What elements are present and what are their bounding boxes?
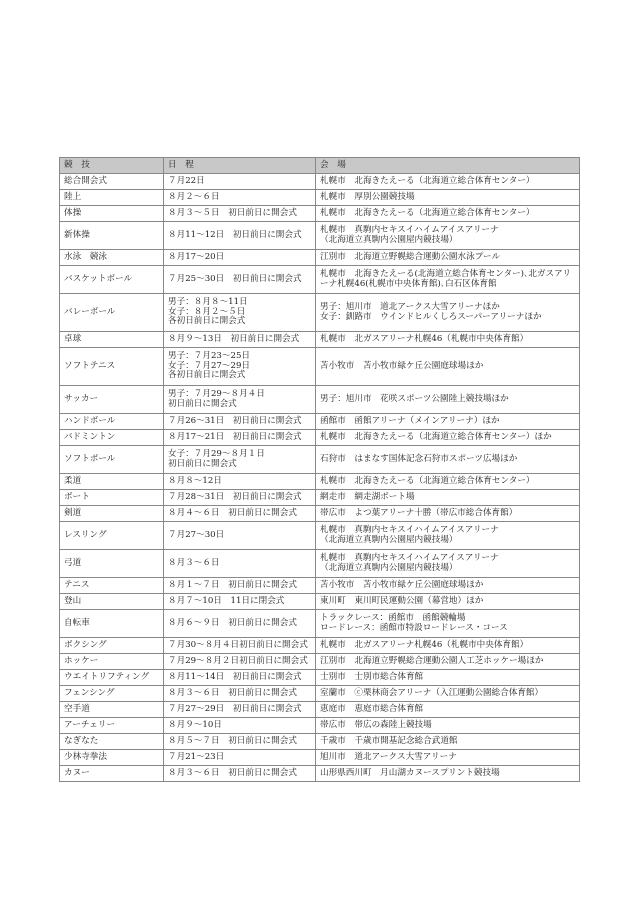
cell-sport: レスリング xyxy=(60,522,164,550)
header-sport: 競 技 xyxy=(60,158,164,174)
cell-schedule: ８月３～５日 初日前日に開会式 xyxy=(164,206,316,222)
cell-sport: 新体操 xyxy=(60,222,164,250)
table-row xyxy=(60,430,580,446)
cell-schedule: ８月11～14日 初日前日に開会式 xyxy=(164,670,316,686)
table-row xyxy=(60,654,580,670)
cell-venue: 札幌市 北海きたえーる(北海道立総合体育センター)､北ガスアリーナ札幌46(札幌市中央体育館)､白石区体育館 xyxy=(316,266,580,294)
cell-venue: 旭川市 道北アークス大雪アリーナ xyxy=(316,750,580,766)
cell-venue: 帯広市 帯広の森陸上競技場 xyxy=(316,718,580,734)
table-row xyxy=(60,386,580,414)
cell-venue: 函館市 函館アリーナ（メインアリーナ）ほか xyxy=(316,414,580,430)
table-row xyxy=(60,348,580,386)
cell-schedule: ７月27～30日 xyxy=(164,522,316,550)
table-row xyxy=(60,266,580,294)
cell-venue: 札幌市 真駒内セキスイハイムアイスアリーナ （北海道立真駒内公園屋内競技場） xyxy=(316,522,580,550)
cell-sport: 卓球 xyxy=(60,332,164,348)
cell-venue: 苫小牧市 苫小牧市緑ケ丘公園庭球場ほか xyxy=(316,578,580,594)
cell-sport: なぎなた xyxy=(60,734,164,750)
cell-sport: バスケットボール xyxy=(60,266,164,294)
cell-venue: 男子：旭川市 花咲スポーツ公園陸上競技場ほか xyxy=(316,386,580,414)
cell-sport: ソフトボール xyxy=(60,446,164,474)
table-row xyxy=(60,766,580,782)
cell-venue: 恵庭市 恵庭市総合体育館 xyxy=(316,702,580,718)
cell-schedule: ８月９～13日 初日前日に開会式 xyxy=(164,332,316,348)
header-venue: 会 場 xyxy=(316,158,580,174)
table-row xyxy=(60,250,580,266)
cell-schedule: ７月29～８月２日初日前日に開会式 xyxy=(164,654,316,670)
table-row xyxy=(60,686,580,702)
cell-venue: 士別市 士別市総合体育館 xyxy=(316,670,580,686)
table-row xyxy=(60,702,580,718)
header-schedule: 日 程 xyxy=(164,158,316,174)
cell-sport: 弓道 xyxy=(60,550,164,578)
cell-sport: ハンドボール xyxy=(60,414,164,430)
cell-venue: 石狩市 はまなす国体記念石狩市スポーツ広場ほか xyxy=(316,446,580,474)
cell-schedule: ７月25～30日 初日前日に開会式 xyxy=(164,266,316,294)
cell-venue: 札幌市 北海きたえーる（北海道立総合体育センター） xyxy=(316,474,580,490)
cell-sport: 水泳 競泳 xyxy=(60,250,164,266)
table-row xyxy=(60,414,580,430)
cell-schedule: ７月27～29日 初日前日に開会式 xyxy=(164,702,316,718)
cell-sport: 総合開会式 xyxy=(60,174,164,190)
cell-sport: 自転車 xyxy=(60,610,164,638)
cell-schedule: ８月８～12日 xyxy=(164,474,316,490)
table-row xyxy=(60,206,580,222)
cell-sport: ホッケー xyxy=(60,654,164,670)
cell-schedule: ８月３～６日 xyxy=(164,550,316,578)
cell-schedule: ７月21～23日 xyxy=(164,750,316,766)
table-row xyxy=(60,490,580,506)
cell-schedule: 男子：７月23～25日 女子：７月27～29日 各初日前日に開会式 xyxy=(164,348,316,386)
table-row xyxy=(60,446,580,474)
table-row xyxy=(60,750,580,766)
cell-sport: 空手道 xyxy=(60,702,164,718)
cell-venue: 江別市 北海道立野幌総合運動公園人工芝ホッケー場ほか xyxy=(316,654,580,670)
cell-schedule: ８月５～７日 初日前日に開会式 xyxy=(164,734,316,750)
cell-venue: 札幌市 北ガスアリーナ札幌46（札幌市中央体育館） xyxy=(316,638,580,654)
cell-venue: 札幌市 厚別公園競技場 xyxy=(316,190,580,206)
table-row xyxy=(60,474,580,490)
cell-sport: 柔道 xyxy=(60,474,164,490)
table-row xyxy=(60,670,580,686)
cell-sport: ボート xyxy=(60,490,164,506)
cell-sport: バドミントン xyxy=(60,430,164,446)
cell-venue: 男子：旭川市 道北アークス大雪アリーナほか 女子：釧路市 ウインドヒルくしろスーパーアリーナほか xyxy=(316,294,580,332)
cell-venue: 帯広市 よつ葉アリーナ十勝（帯広市総合体育館） xyxy=(316,506,580,522)
cell-sport: 剣道 xyxy=(60,506,164,522)
cell-sport: バレーボール xyxy=(60,294,164,332)
cell-schedule: ８月17～20日 xyxy=(164,250,316,266)
cell-venue: 室蘭市 ⓒ栗林商会アリーナ（入江運動公園総合体育館） xyxy=(316,686,580,702)
table-row xyxy=(60,506,580,522)
cell-sport: ボクシング xyxy=(60,638,164,654)
cell-venue: 札幌市 真駒内セキスイハイムアイスアリーナ （北海道立真駒内公園屋内競技場） xyxy=(316,222,580,250)
cell-venue: 東川町 東川町民運動公園（幕営地）ほか xyxy=(316,594,580,610)
cell-schedule: 女子：７月29～８月１日 初日前日に開会式 xyxy=(164,446,316,474)
cell-sport: フェンシング xyxy=(60,686,164,702)
cell-sport: 登山 xyxy=(60,594,164,610)
cell-venue: 札幌市 北ガスアリーナ札幌46（札幌市中央体育館） xyxy=(316,332,580,348)
cell-schedule: ８月２～６日 xyxy=(164,190,316,206)
cell-venue: 札幌市 真駒内セキスイハイムアイスアリーナ （北海道立真駒内公園屋内競技場） xyxy=(316,550,580,578)
cell-schedule: 男子：７月29～８月４日 初日前日に開会式 xyxy=(164,386,316,414)
cell-schedule: ８月17～21日 初日前日に開会式 xyxy=(164,430,316,446)
cell-schedule: ８月６～９日 初日前日に開会式 xyxy=(164,610,316,638)
table-row xyxy=(60,522,580,550)
table-row xyxy=(60,332,580,348)
cell-schedule: ８月11～12日 初日前日に開会式 xyxy=(164,222,316,250)
cell-schedule: ８月３～６日 初日前日に開会式 xyxy=(164,686,316,702)
cell-venue: 網走市 網走湖ボート場 xyxy=(316,490,580,506)
table-row xyxy=(60,638,580,654)
table-row xyxy=(60,190,580,206)
cell-schedule: 男子：８月８～11日 女子：８月２～５日 各初日前日に開会式 xyxy=(164,294,316,332)
cell-venue: トラックレース：函館市 函館競輪場 ロードレース：函館市特設ロードレース・コース xyxy=(316,610,580,638)
cell-venue: 苫小牧市 苫小牧市緑ケ丘公園庭球場ほか xyxy=(316,348,580,386)
table-row xyxy=(60,610,580,638)
cell-venue: 江別市 北海道立野幌総合運動公園水泳プール xyxy=(316,250,580,266)
cell-venue: 札幌市 北海きたえーる（北海道立総合体育センター）ほか xyxy=(316,430,580,446)
table-row xyxy=(60,594,580,610)
cell-schedule: ８月７～10日 11日に閉会式 xyxy=(164,594,316,610)
table-row xyxy=(60,578,580,594)
cell-sport: アーチェリー xyxy=(60,718,164,734)
cell-schedule: ８月３～６日 初日前日に開会式 xyxy=(164,766,316,782)
cell-sport: 体操 xyxy=(60,206,164,222)
table-row xyxy=(60,294,580,332)
table-row xyxy=(60,718,580,734)
cell-sport: ソフトテニス xyxy=(60,348,164,386)
cell-schedule: ７月22日 xyxy=(164,174,316,190)
cell-venue: 札幌市 北海きたえーる（北海道立総合体育センター） xyxy=(316,174,580,190)
table-row xyxy=(60,734,580,750)
cell-sport: サッカー xyxy=(60,386,164,414)
cell-sport: 陸上 xyxy=(60,190,164,206)
cell-schedule: ７月30～８月４日初日前日に開会式 xyxy=(164,638,316,654)
cell-schedule: ７月28～31日 初日前日に開会式 xyxy=(164,490,316,506)
cell-venue: 山形県西川町 月山湖カヌースプリント競技場 xyxy=(316,766,580,782)
table-row xyxy=(60,174,580,190)
table-row xyxy=(60,550,580,578)
cell-venue: 札幌市 北海きたえーる（北海道立総合体育センター） xyxy=(316,206,580,222)
cell-sport: カヌー xyxy=(60,766,164,782)
schedule-table xyxy=(59,157,580,782)
cell-schedule: ８月１～７日 初日前日に開会式 xyxy=(164,578,316,594)
cell-venue: 千歳市 千歳市開基記念総合武道館 xyxy=(316,734,580,750)
cell-schedule: ８月９～10日 xyxy=(164,718,316,734)
cell-schedule: ８月４～６日 初日前日に開会式 xyxy=(164,506,316,522)
cell-sport: 少林寺拳法 xyxy=(60,750,164,766)
cell-sport: ウエイトリフティング xyxy=(60,670,164,686)
table-header-row xyxy=(60,158,580,174)
table-row xyxy=(60,222,580,250)
cell-schedule: ７月26～31日 初日前日に開会式 xyxy=(164,414,316,430)
cell-sport: テニス xyxy=(60,578,164,594)
